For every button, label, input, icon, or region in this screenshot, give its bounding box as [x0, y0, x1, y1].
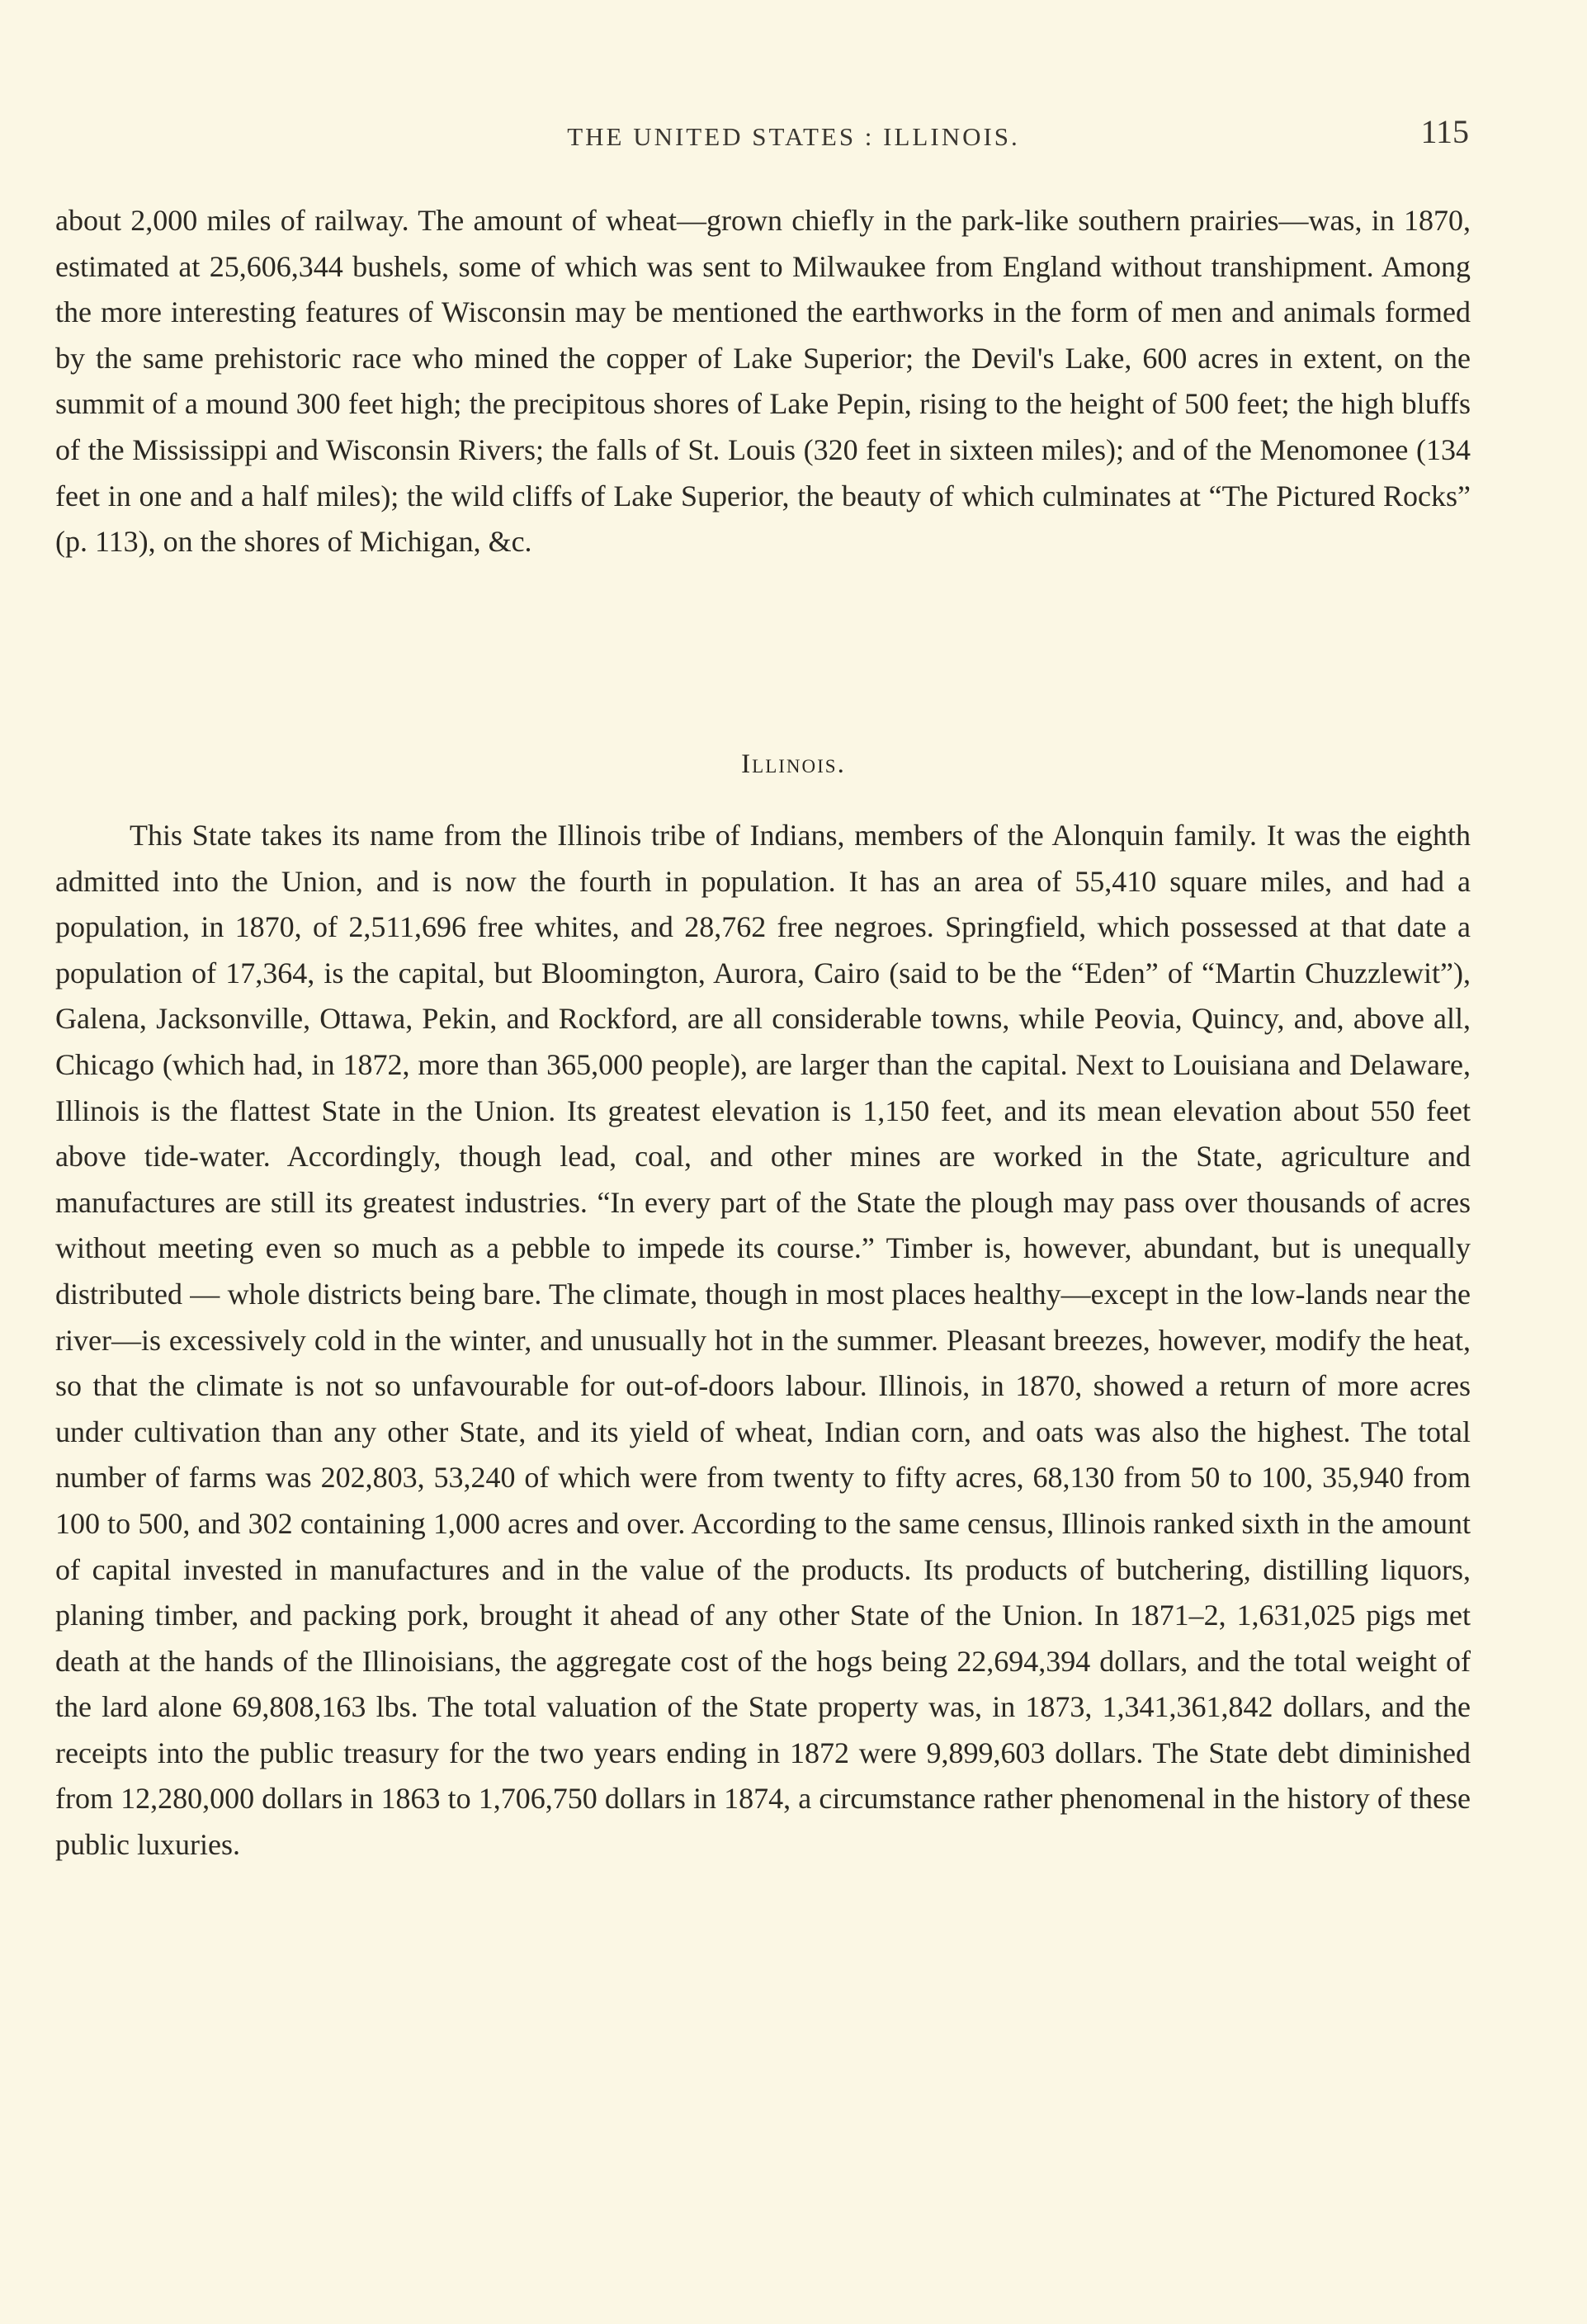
running-title: THE UNITED STATES : ILLINOIS.	[567, 122, 1020, 151]
page-number: 115	[1420, 113, 1469, 150]
continuation-text-block	[55, 198, 1471, 565]
continuation-paragraph: about 2,000 miles of railway. The amount of wheat—grown chiefly in the park-like southern prairies—was, in 1870, estimated at 25,606,344 bushels, some of which was sent to Milwaukee from England without transhipment. Among the more interesting features of Wisconsin may be mentioned the earthworks in the form of men and animals formed by the same prehistoric race who mined the copper of Lake Superior; the Devil's Lake, 600 acres in extent, on the summit of a mound 300 feet high; the precipitous shores of Lake Pepin, rising to the height of 500 feet; the high bluffs of the Mississippi and Wisconsin Rivers; the falls of St. Louis (320 feet in sixteen miles); and of the Menomonee (134 feet in one and a half miles); the wild cliffs of Lake Superior, the beauty of which culminates at “The Pictured Rocks” (p. 113), on the shores of Michigan, &c.	[55, 204, 1471, 559]
section-heading: Illinois.	[741, 749, 846, 779]
section-text-block	[55, 813, 1471, 1868]
section-paragraph: This State takes its name from the Illinois tribe of Indians, members of the Alonquin family. It was the eighth admitted into the Union, and is now the fourth in population. It has an area of 55,410 square miles, and had a population, in 1870, of 2,511,696 free whites, and 28,762 free negroes. Springfield, which possessed at that date a population of 17,364, is the capital, but Bloomington, Aurora, Cairo (said to be the “Eden” of “Martin Chuzzlewit”), Galena, Jacksonville, Ottawa, Pekin, and Rockford, are all considerable towns, while Peovia, Quincy, and, above all, Chicago (which had, in 1872, more than 365,000 people), are larger than the capital. Next to Louisiana and Delaware, Illinois is the flattest State in the Union. Its greatest elevation is 1,150 feet, and its mean elevation about 550 feet above tide-water. Accordingly, though lead, coal, and other mines are worked in the State, agriculture and manufactures are still its greatest industries. “In every part of the State the plough may pass over thousands of acres without meeting even so much as a pebble to impede its course.” Timber is, however, abundant, but is unequally distributed — whole districts being bare. The climate, though in most places healthy—except in the low-lands near the river—is excessively cold in the winter, and unusually hot in the summer. Pleasant breezes, however, modify the heat, so that the climate is not so unfavourable for out-of-doors labour. Illinois, in 1870, showed a return of more acres under cultivation than any other State, and its yield of wheat, Indian corn, and oats was also the highest. The total number of farms was 202,803, 53,240 of which were from twenty to fifty acres, 68,130 from 50 to 100, 35,940 from 100 to 500, and 302 containing 1,000 acres and over. According to the same census, Illinois ranked sixth in the amount of capital invested in manufactures and in the value of the products. Its products of butchering, distilling liquors, planing timber, and packing pork, brought it ahead of any other State of the Union. In 1871–2, 1,631,025 pigs met death at the hands of the Illinoisians, the aggregate cost of the hogs being 22,694,394 dollars, and the total weight of the lard alone 69,808,163 lbs. The total valuation of the State property was, in 1873, 1,341,361,842 dollars, and the receipts into the public treasury for the two years ending in 1872 were 9,899,603 dollars. The State debt diminished from 12,280,000 dollars in 1863 to 1,706,750 dollars in 1874, a circumstance rather phenomenal in the history of these public luxuries.	[55, 819, 1471, 1862]
running-head	[0, 113, 1587, 155]
